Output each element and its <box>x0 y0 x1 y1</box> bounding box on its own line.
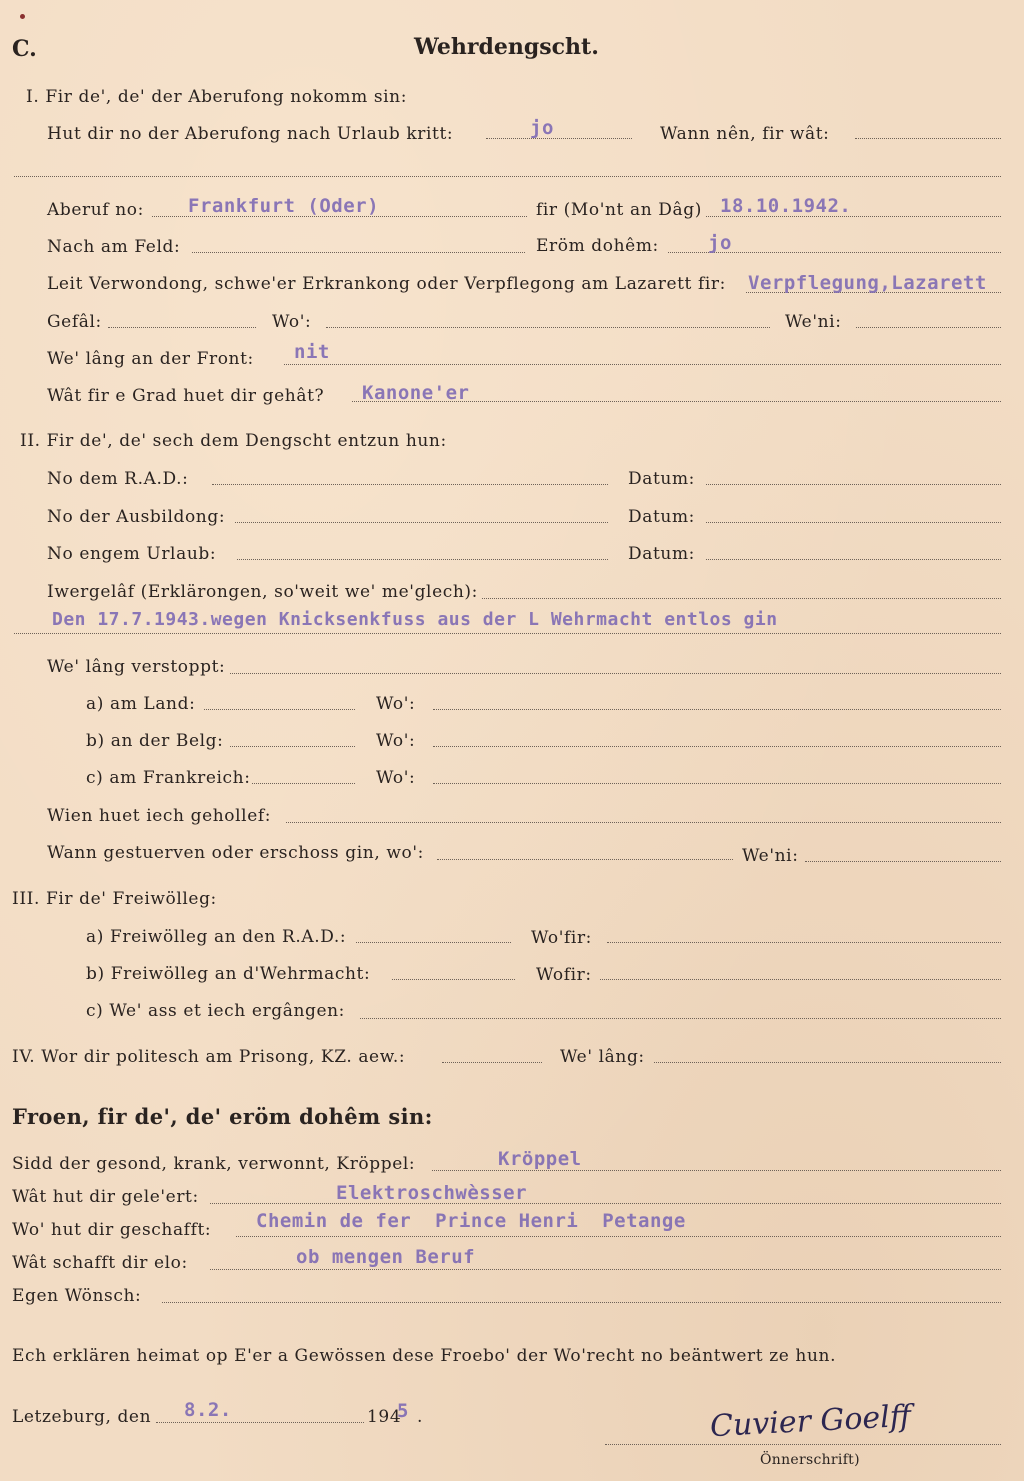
answer-line <box>326 327 770 328</box>
q-where: Wo': <box>272 312 312 332</box>
answer-line <box>230 746 355 747</box>
a-explanation: Den 17.7.1943.wegen Knicksenkfuss aus der L Wehrmacht entlos gin <box>52 609 778 630</box>
q-hidden-duration: We' lâng verstoppt: <box>47 657 226 677</box>
answer-line <box>284 364 1001 365</box>
answer-line <box>442 1062 542 1063</box>
q-volunteer-rad: a) Freiwölleg an den R.A.D.: <box>86 927 347 947</box>
ink-spot <box>20 14 25 19</box>
q-date-3: Datum: <box>628 544 695 564</box>
q-current-work: Wât schafft dir elo: <box>12 1253 188 1273</box>
answer-line <box>482 598 1001 599</box>
q-health: Sidd der gesond, krank, verwonnt, Kröppel: <box>12 1154 416 1174</box>
section-2-heading: II. Fir de', de' sech dem Dengscht entzun hun: <box>20 431 447 451</box>
signature-label: Önnerschrift) <box>760 1452 860 1468</box>
answer-line <box>230 673 1001 674</box>
answer-line <box>236 1236 1001 1237</box>
answer-line <box>212 484 608 485</box>
q-hidden-country: a) am Land: <box>86 694 196 714</box>
a-rank: Kanone'er <box>362 382 470 404</box>
answer-line <box>706 484 1001 485</box>
year-suffix: . <box>417 1407 424 1427</box>
answer-line <box>805 861 1001 862</box>
answer-line <box>360 1018 1001 1019</box>
signature-line <box>605 1444 1001 1445</box>
answer-line <box>204 709 355 710</box>
handwritten-signature: Cuvier Goelff <box>709 1398 912 1445</box>
q-workplace: Wo' hut dir geschafft: <box>12 1220 212 1240</box>
answer-line <box>162 1302 1001 1303</box>
answer-line <box>855 138 1001 139</box>
answer-line <box>437 859 733 860</box>
q-front-duration: We' lâng an der Front: <box>47 349 254 369</box>
answer-line <box>600 979 1001 980</box>
q-died-when: We'ni: <box>742 846 799 866</box>
q-explanation: Iwergelâf (Erklärongen, so'weit we' me'glech): <box>47 582 478 602</box>
answer-line <box>210 1203 1001 1204</box>
q-who-helped: Wien huet iech gehollef: <box>47 806 272 826</box>
q-date-1: Datum: <box>628 469 695 489</box>
q-why-2: Wofir: <box>536 965 592 985</box>
answer-line <box>486 138 632 139</box>
q-wounded: Leit Verwondong, schwe'er Erkrankong oder Verpflegong am Lazarett fir: <box>47 274 726 294</box>
answer-line <box>192 252 525 253</box>
answer-line <box>706 522 1001 523</box>
section-3-heading: III. Fir de' Freiwölleg: <box>12 889 217 909</box>
q-why-1: Wo'fir: <box>531 928 593 948</box>
answer-line <box>356 942 511 943</box>
place-date-label: Letzeburg, den <box>12 1407 152 1427</box>
q-after-leave: No engem Urlaub: <box>47 544 217 564</box>
q-after-rad: No dem R.A.D.: <box>47 469 189 489</box>
answer-line <box>433 709 1001 710</box>
answer-line <box>108 327 256 328</box>
answer-line <box>432 1170 1001 1171</box>
q-after-training: No der Ausbildong: <box>47 507 226 527</box>
a-current-work: ob mengen Beruf <box>296 1246 476 1268</box>
q-fallen: Gefâl: <box>47 312 102 332</box>
a-front-duration: nit <box>294 341 330 363</box>
q-call-date: fir (Mo'nt an Dâg) <box>536 200 702 220</box>
answer-line <box>237 559 608 560</box>
answer-line <box>235 522 608 523</box>
answer-line <box>607 942 1001 943</box>
answer-line <box>433 783 1001 784</box>
declaration-text: Ech erklären heimat op E'er a Gewössen dese Froebo' der Wo'recht no beäntwert ze hun. <box>12 1346 837 1366</box>
home-heading: Froen, fir de', de' eröm dohêm sin: <box>12 1104 433 1129</box>
answer-line <box>14 176 1001 177</box>
q-called-to: Aberuf no: <box>47 200 144 220</box>
answer-line <box>856 327 1001 328</box>
a-workplace: Chemin de fer Prince Henri Petange <box>256 1210 686 1232</box>
a-trade: Elektroschwèsser <box>336 1182 528 1204</box>
q-how-fared: c) We' ass et iech ergângen: <box>86 1001 346 1021</box>
answer-line <box>210 1269 1001 1270</box>
section-1-heading: I. Fir de', de' der Aberufong nokomm sin: <box>26 87 408 107</box>
q-date-2: Datum: <box>628 507 695 527</box>
q-wish: Egen Wönsch: <box>12 1286 142 1306</box>
answer-line <box>706 559 1001 560</box>
q-furlough-recall: Hut dir no der Aberufong nach Urlaub kritt: <box>47 124 454 144</box>
q-hidden-belgium: b) an der Belg: <box>86 731 224 751</box>
q-where-2: Wo': <box>376 731 416 751</box>
q-political-prison: IV. Wor dir politesch am Prisong, KZ. aew.: <box>12 1047 406 1067</box>
page-title: Wehrdengscht. <box>414 34 599 60</box>
answer-line <box>392 979 515 980</box>
q-trade: Wât hut dir gele'ert: <box>12 1187 199 1207</box>
answer-line <box>654 1062 1001 1063</box>
a-call-date: 18.10.1942. <box>720 195 852 217</box>
a-called-to: Frankfurt (Oder) <box>188 195 380 217</box>
a-health: Kröppel <box>498 1148 582 1170</box>
a-wounded: Verpflegung,Lazarett <box>748 272 987 294</box>
q-when: We'ni: <box>785 312 842 332</box>
answer-line <box>252 783 355 784</box>
q-where-1: Wo': <box>376 694 416 714</box>
a-year-digit: 5 <box>397 1400 409 1422</box>
q-died-where: Wann gestuerven oder erschoss gin, wo': <box>47 843 424 863</box>
year-prefix: 194 <box>367 1407 402 1427</box>
q-where-3: Wo': <box>376 768 416 788</box>
q-when-not: Wann nên, fir wât: <box>660 124 830 144</box>
answer-line <box>433 746 1001 747</box>
q-prison-duration: We' lâng: <box>560 1047 645 1067</box>
q-back-home: Eröm dohêm: <box>536 236 659 256</box>
answer-line <box>156 1422 364 1423</box>
answer-line <box>286 822 1001 823</box>
q-rank: Wât fir e Grad huet dir gehât? <box>47 386 325 406</box>
section-label: C. <box>12 36 37 62</box>
q-to-field: Nach am Feld: <box>47 237 181 257</box>
a-signed-date: 8.2. <box>184 1399 232 1421</box>
q-hidden-france: c) am Frankreich: <box>86 768 251 788</box>
q-volunteer-wehrmacht: b) Freiwölleg an d'Wehrmacht: <box>86 964 371 984</box>
a-back-home: jo <box>708 232 732 254</box>
answer-line <box>14 633 1001 634</box>
a-furlough-recall: jo <box>530 117 554 139</box>
